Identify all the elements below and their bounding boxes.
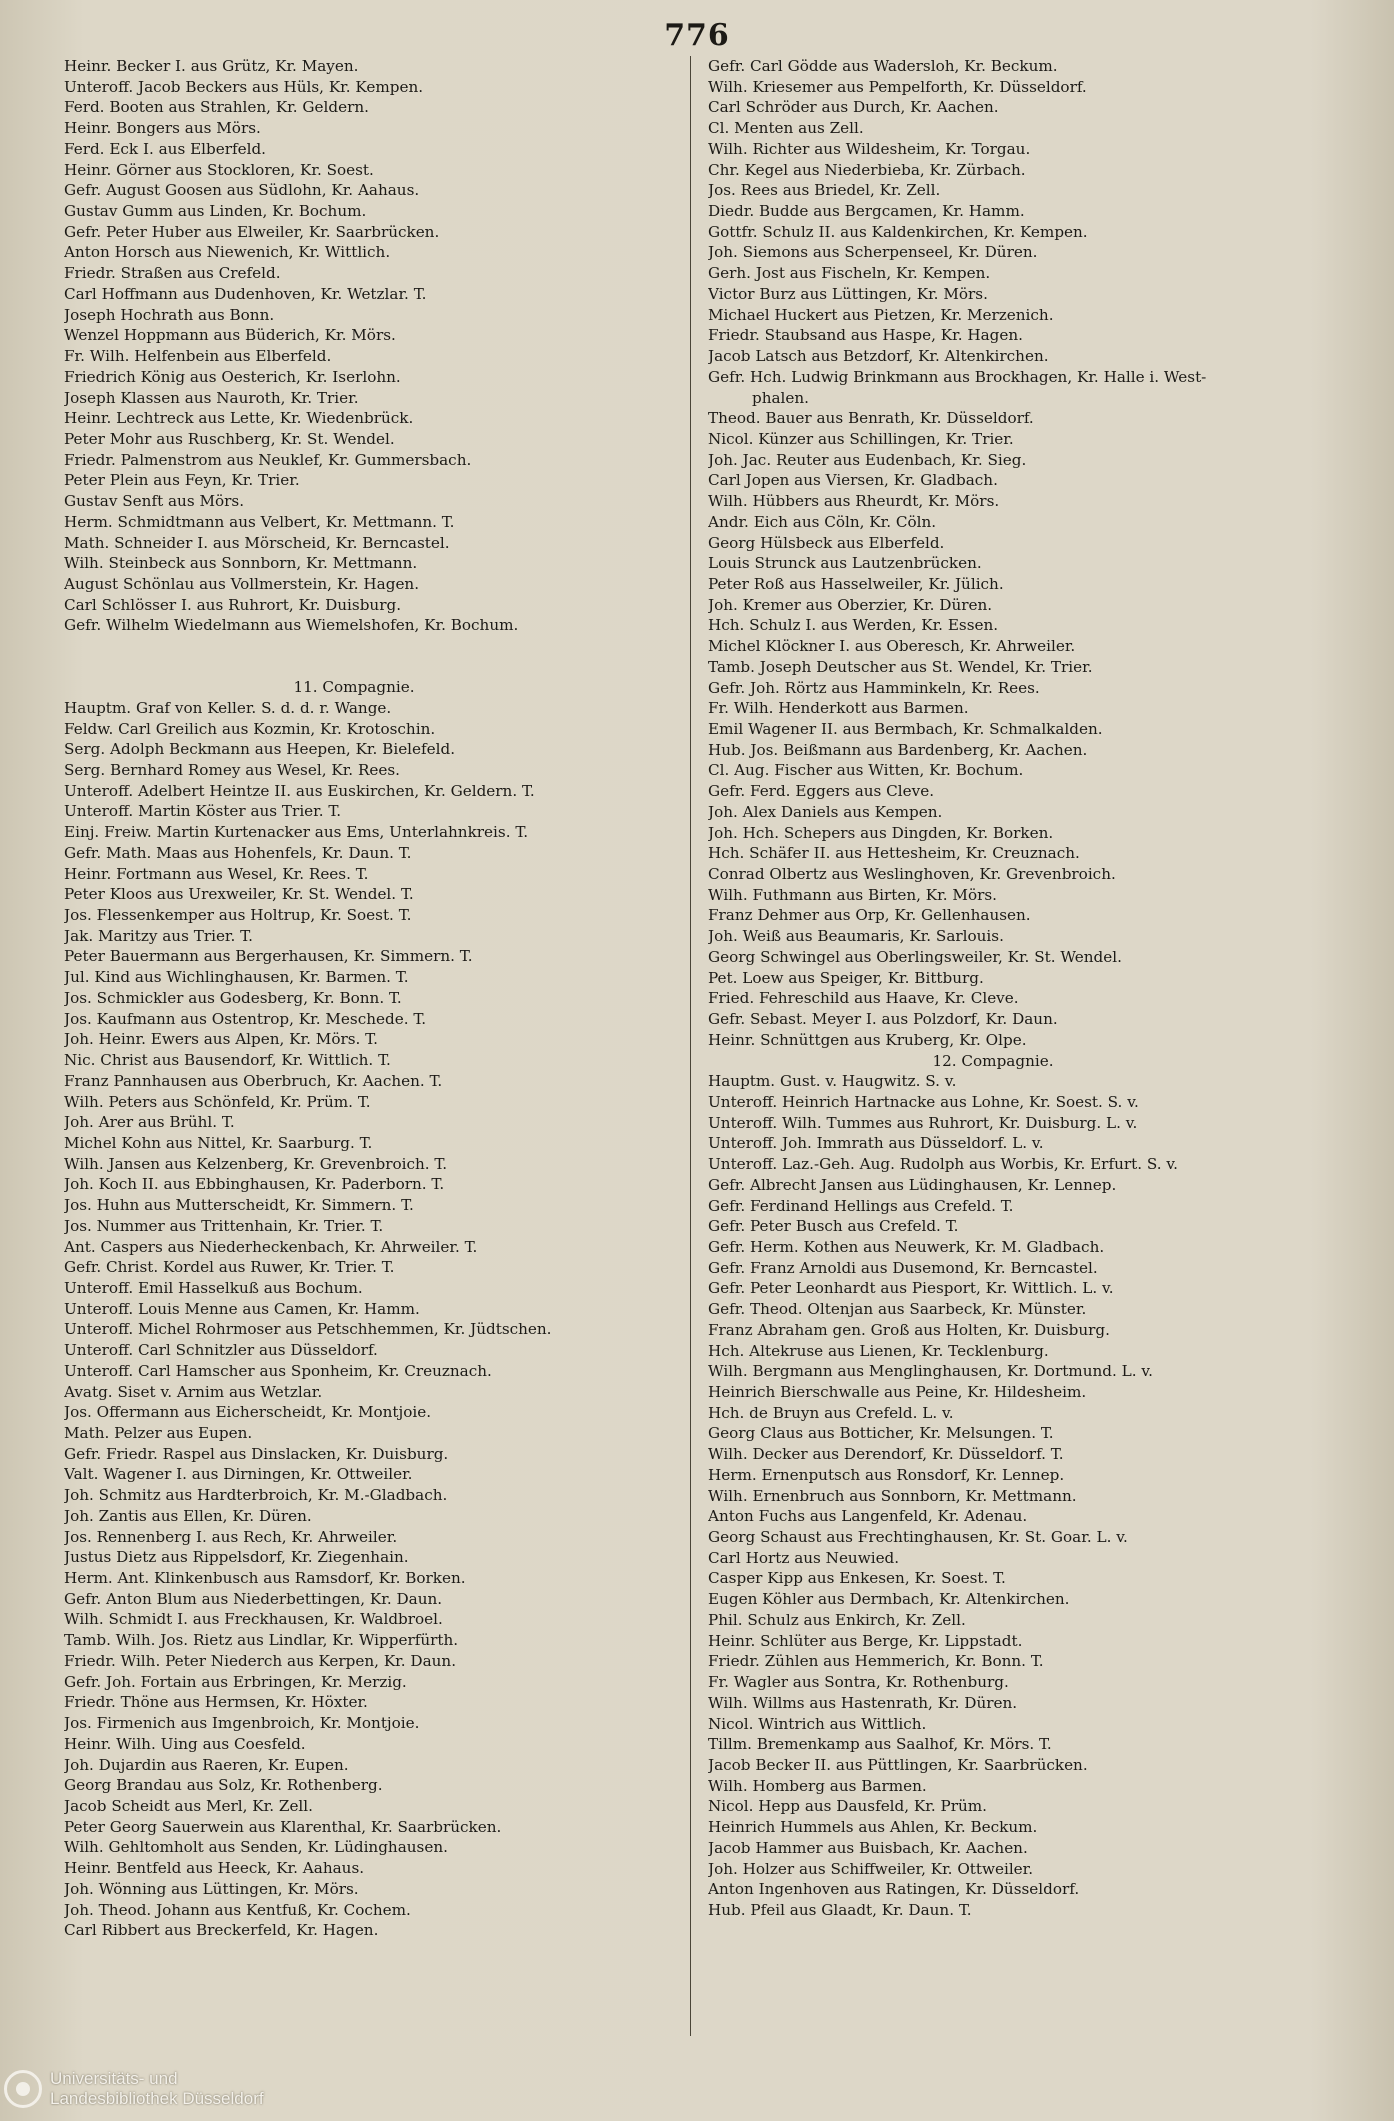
roster-entry: August Schönlau aus Vollmerstein, Kr. Hagen. — [64, 574, 420, 593]
roster-entry: Unteroff. Laz.-Geh. Aug. Rudolph aus Worbis, Kr. Erfurt. S. v. — [708, 1155, 1178, 1174]
roster-entry: Michel Klöckner I. aus Oberesch, Kr. Ahrweiler. — [708, 637, 1076, 656]
roster-entry: Tamb. Wilh. Jos. Rietz aus Lindlar, Kr. Wipperfürth. — [64, 1631, 459, 1650]
roster-entry: Anton Fuchs aus Langenfeld, Kr. Adenau. — [708, 1507, 1028, 1526]
roster-entry: Hch. Schäfer II. aus Hettesheim, Kr. Creuznach. — [708, 844, 1080, 863]
roster-entry: Carl Ribbert aus Breckerfeld, Kr. Hagen. — [64, 1921, 379, 1940]
roster-entry: Jos. Flessenkemper aus Holtrup, Kr. Soest. T. — [64, 906, 412, 925]
roster-entry: Wilh. Steinbeck aus Sonnborn, Kr. Mettmann. — [64, 554, 418, 573]
library-watermark — [4, 2063, 364, 2115]
roster-entry: Phil. Schulz aus Enkirch, Kr. Zell. — [708, 1610, 966, 1629]
roster-entry: Jacob Scheidt aus Merl, Kr. Zell. — [64, 1796, 313, 1815]
roster-entry: Unteroff. Carl Schnitzler aus Düsseldorf. — [64, 1341, 378, 1360]
roster-entry: Jos. Rennenberg I. aus Rech, Kr. Ahrweiler. — [64, 1527, 398, 1546]
roster-entry: Jos. Rees aus Briedel, Kr. Zell. — [708, 181, 941, 200]
roster-entry: Jos. Nummer aus Trittenhain, Kr. Trier. T. — [64, 1216, 384, 1235]
roster-entry: Unteroff. Wilh. Tummes aus Ruhrort, Kr. Duisburg. L. v. — [708, 1113, 1138, 1132]
roster-entry: Gefr. Albrecht Jansen aus Lüdinghausen, Kr. Lennep. — [708, 1175, 1117, 1194]
roster-entry: Conrad Olbertz aus Weslinghoven, Kr. Grevenbroich. — [708, 865, 1116, 884]
roster-entry: Friedr. Thöne aus Hermsen, Kr. Höxter. — [64, 1693, 368, 1712]
roster-entry: Serg. Bernhard Romey aus Wesel, Kr. Rees. — [64, 761, 400, 779]
roster-entry: Gefr. Christ. Kordel aus Ruwer, Kr. Trier. T. — [64, 1258, 395, 1277]
roster-entry: Carl Schlösser I. aus Ruhrort, Kr. Duisburg. — [64, 595, 402, 614]
roster-entry: Nic. Christ aus Bausendorf, Kr. Wittlich. T. — [64, 1051, 391, 1070]
page-number: 776 — [664, 18, 730, 53]
roster-entry: Michel Kohn aus Nittel, Kr. Saarburg. T. — [64, 1133, 373, 1152]
roster-entry: Gefr. Theod. Oltenjan aus Saarbeck, Kr. Münster. — [708, 1300, 1087, 1319]
roster-entry: Pet. Loew aus Speiger, Kr. Bittburg. — [708, 968, 984, 987]
roster-entry: Math. Schneider I. aus Mörscheid, Kr. Berncastel. — [64, 533, 450, 552]
roster-entry: Heinr. Bongers aus Mörs. — [64, 119, 261, 138]
roster-entry: Peter Mohr aus Ruschberg, Kr. St. Wendel. — [64, 429, 395, 448]
roster-entry: Wilh. Bergmann aus Menglinghausen, Kr. Dortmund. L. v. — [708, 1362, 1153, 1381]
right-column — [708, 56, 1348, 1921]
roster-entry: Heinr. Bentfeld aus Heeck, Kr. Aahaus. — [64, 1859, 365, 1878]
roster-entry: Joh. Wönning aus Lüttingen, Kr. Mörs. — [64, 1879, 359, 1898]
roster-entry: Joh. Weiß aus Beaumaris, Kr. Sarlouis. — [708, 927, 1004, 946]
section-heading: 11. Compagnie. — [293, 678, 415, 697]
roster-entry: Joseph Klassen aus Nauroth, Kr. Trier. — [64, 388, 359, 407]
roster-entry: Herm. Schmidtmann aus Velbert, Kr. Mettmann. T. — [64, 512, 455, 531]
roster-entry: Fried. Fehreschild aus Haave, Kr. Cleve. — [708, 989, 1019, 1008]
library-logo-icon — [4, 2070, 42, 2108]
roster-entry: Friedrich König aus Oesterich, Kr. Iserlohn. — [64, 367, 401, 386]
roster-entry: Unteroff. Carl Hamscher aus Sponheim, Kr. Creuznach. — [64, 1361, 492, 1380]
roster-entry: Einj. Freiw. Martin Kurtenacker aus Ems, Unterlahnkreis. T. — [64, 823, 529, 842]
roster-entry: Franz Dehmer aus Orp, Kr. Gellenhausen. — [708, 906, 1031, 925]
roster-entry: Victor Burz aus Lüttingen, Kr. Mörs. — [708, 284, 988, 303]
library-name-line: Landesbibliothek Düsseldorf — [50, 2089, 264, 2108]
roster-entry: Franz Pannhausen aus Oberbruch, Kr. Aachen. T. — [64, 1071, 443, 1090]
roster-entry: Heinr. Görner aus Stockloren, Kr. Soest. — [64, 160, 374, 179]
roster-entry: Wilh. Kriesemer aus Pempelforth, Kr. Düsseldorf. — [708, 77, 1087, 96]
roster-entry: Tillm. Bremenkamp aus Saalhof, Kr. Mörs. T. — [708, 1735, 1052, 1754]
roster-entry: Unteroff. Joh. Immrath aus Düsseldorf. L. v. — [708, 1134, 1044, 1153]
roster-entry: Joseph Hochrath aus Bonn. — [64, 305, 275, 324]
roster-entry: Diedr. Budde aus Bergcamen, Kr. Hamm. — [708, 202, 1025, 221]
roster-entry: Gefr. Peter Leonhardt aus Piesport, Kr. Wittlich. L. v. — [708, 1279, 1114, 1298]
roster-entry: Unteroff. Adelbert Heintze II. aus Euskirchen, Kr. Geldern. T. — [64, 781, 535, 800]
roster-entry: Wilh. Futhmann aus Birten, Kr. Mörs. — [708, 885, 997, 904]
roster-entry: Jos. Kaufmann aus Ostentrop, Kr. Meschede. T. — [64, 1009, 427, 1028]
roster-entry: Herm. Ernenputsch aus Ronsdorf, Kr. Lennep. — [708, 1465, 1065, 1484]
roster-entry: Gerh. Jost aus Fischeln, Kr. Kempen. — [708, 264, 991, 283]
roster-entry: Valt. Wagener I. aus Dirningen, Kr. Ottweiler. — [64, 1465, 413, 1484]
column-divider — [690, 56, 691, 2036]
roster-entry: Wilh. Decker aus Derendorf, Kr. Düsseldorf. T. — [708, 1445, 1064, 1464]
roster-entry: Wilh. Homberg aus Barmen. — [708, 1776, 927, 1795]
roster-entry: Peter Roß aus Hasselweiler, Kr. Jülich. — [708, 574, 1004, 593]
roster-entry: Joh. Siemons aus Scherpenseel, Kr. Düren. — [708, 243, 1038, 262]
roster-entry: Hch. Schulz I. aus Werden, Kr. Essen. — [708, 616, 999, 635]
roster-entry: Gefr. August Goosen aus Südlohn, Kr. Aahaus. — [64, 181, 420, 200]
roster-entry: Gefr. Ferdinand Hellings aus Crefeld. T. — [708, 1196, 1014, 1215]
roster-entry: Ferd. Booten aus Strahlen, Kr. Geldern. — [64, 98, 369, 117]
roster-list-11th-company — [64, 698, 704, 1941]
roster-entry: Georg Brandau aus Solz, Kr. Rothenberg. — [64, 1776, 383, 1795]
roster-entry: Peter Georg Sauerwein aus Klarenthal, Kr. Saarbrücken. — [64, 1817, 502, 1836]
roster-entry: Feldw. Carl Greilich aus Kozmin, Kr. Krotoschin. — [64, 719, 436, 738]
left-column — [64, 56, 704, 1941]
roster-entry: Hub. Jos. Beißmann aus Bardenberg, Kr. Aachen. — [708, 740, 1088, 759]
roster-entry-continuation: phalen. — [752, 388, 810, 407]
roster-entry: Peter Bauermann aus Bergerhausen, Kr. Simmern. T. — [64, 947, 473, 966]
roster-entry: Jacob Becker II. aus Püttlingen, Kr. Saarbrücken. — [708, 1755, 1088, 1774]
roster-entry: Joh. Kremer aus Oberzier, Kr. Düren. — [708, 595, 993, 614]
roster-entry: Georg Claus aus Botticher, Kr. Melsungen. T. — [708, 1424, 1054, 1443]
roster-entry: Cl. Aug. Fischer aus Witten, Kr. Bochum. — [708, 761, 1024, 780]
roster-entry: Friedr. Wilh. Peter Niederch aus Kerpen, Kr. Daun. — [64, 1651, 457, 1670]
roster-entry: Georg Schwingel aus Oberlingsweiler, Kr. St. Wendel. — [708, 947, 1122, 966]
roster-entry: Unteroff. Michel Rohrmoser aus Petschhemmen, Kr. Jüdtschen. — [64, 1320, 552, 1339]
roster-entry: Jos. Schmickler aus Godesberg, Kr. Bonn. T. — [64, 988, 402, 1007]
roster-entry: Michael Huckert aus Pietzen, Kr. Merzenich. — [708, 305, 1054, 324]
roster-list-top — [708, 56, 1348, 367]
roster-entry: Joh. Koch II. aus Ebbinghausen, Kr. Paderborn. T. — [64, 1175, 445, 1194]
roster-entry: Gefr. Ferd. Eggers aus Cleve. — [708, 782, 935, 801]
roster-entry: Heinr. Becker I. aus Grütz, Kr. Mayen. — [64, 57, 359, 75]
roster-entry: Heinr. Lechtreck aus Lette, Kr. Wiedenbrück. — [64, 409, 414, 428]
roster-entry: Wenzel Hoppmann aus Büderich, Kr. Mörs. — [64, 326, 396, 345]
roster-entry: Anton Horsch aus Niewenich, Kr. Wittlich. — [64, 243, 391, 262]
roster-entry: Peter Plein aus Feyn, Kr. Trier. — [64, 471, 300, 490]
roster-list-middle — [708, 408, 1348, 1050]
roster-entry: Justus Dietz aus Rippelsdorf, Kr. Ziegenhain. — [64, 1548, 409, 1567]
roster-entry: Joh. Heinr. Ewers aus Alpen, Kr. Mörs. T. — [64, 1030, 378, 1049]
section-heading: 12. Compagnie. — [932, 1051, 1054, 1070]
roster-entry: Ferd. Eck I. aus Elberfeld. — [64, 139, 266, 158]
roster-entry: Gefr. Franz Arnoldi aus Dusemond, Kr. Berncastel. — [708, 1258, 1098, 1277]
roster-entry: Joh. Arer aus Brühl. T. — [64, 1113, 235, 1132]
roster-entry: Gefr. Hch. Ludwig Brinkmann aus Brockhagen, Kr. Halle i. West- — [708, 367, 1207, 386]
roster-entry: Franz Abraham gen. Groß aus Holten, Kr. Duisburg. — [708, 1320, 1110, 1339]
roster-entry: Jacob Hammer aus Buisbach, Kr. Aachen. — [708, 1838, 1028, 1857]
roster-entry: Unteroff. Heinrich Hartnacke aus Lohne, Kr. Soest. S. v. — [708, 1092, 1139, 1111]
roster-entry: Emil Wagener II. aus Bermbach, Kr. Schmalkalden. — [708, 720, 1103, 738]
roster-entry: Carl Schröder aus Durch, Kr. Aachen. — [708, 98, 999, 117]
roster-entry: Hauptm. Graf von Keller. S. d. d. r. Wange. — [64, 698, 392, 717]
roster-entry: Tamb. Joseph Deutscher aus St. Wendel, Kr. Trier. — [708, 657, 1093, 676]
roster-entry: Ant. Caspers aus Niederheckenbach, Kr. Ahrweiler. T. — [64, 1237, 478, 1256]
roster-entry: Joh. Schmitz aus Hardterbroich, Kr. M.-Gladbach. — [64, 1486, 448, 1505]
roster-entry: Georg Hülsbeck aus Elberfeld. — [708, 533, 945, 552]
roster-entry: Friedr. Straßen aus Crefeld. — [64, 264, 281, 283]
roster-entry: Joh. Dujardin aus Raeren, Kr. Eupen. — [64, 1755, 349, 1774]
roster-entry: Gustav Gumm aus Linden, Kr. Bochum. — [64, 202, 367, 221]
roster-entry: Anton Ingenhoven aus Ratingen, Kr. Düsseldorf. — [708, 1880, 1080, 1899]
roster-entry: Nicol. Hepp aus Dausfeld, Kr. Prüm. — [708, 1797, 988, 1816]
roster-entry: Heinrich Bierschwalle aus Peine, Kr. Hildesheim. — [708, 1383, 1087, 1401]
roster-entry: Friedr. Palmenstrom aus Neuklef, Kr. Gummersbach. — [64, 450, 472, 469]
roster-entry: Avatg. Siset v. Arnim aus Wetzlar. — [64, 1382, 323, 1401]
roster-entry: Casper Kipp aus Enkesen, Kr. Soest. T. — [708, 1569, 1006, 1588]
roster-entry: Chr. Kegel aus Niederbieba, Kr. Zürbach. — [708, 160, 1026, 179]
roster-entry: Jak. Maritzy aus Trier. T. — [64, 926, 253, 945]
roster-entry: Heinrich Hummels aus Ahlen, Kr. Beckum. — [708, 1818, 1038, 1837]
roster-entry: Unteroff. Jacob Beckers aus Hüls, Kr. Kempen. — [64, 77, 424, 96]
roster-entry: Nicol. Künzer aus Schillingen, Kr. Trier. — [708, 429, 1014, 448]
roster-entry: Gottfr. Schulz II. aus Kaldenkirchen, Kr. Kempen. — [708, 222, 1088, 241]
section-gap — [64, 636, 704, 677]
roster-entry: Gustav Senft aus Mörs. — [64, 492, 245, 511]
roster-entry: Heinr. Schnüttgen aus Kruberg, Kr. Olpe. — [708, 1030, 1027, 1049]
roster-entry: Wilh. Willms aus Hastenrath, Kr. Düren. — [708, 1693, 1018, 1712]
roster-entry: Jos. Huhn aus Mutterscheidt, Kr. Simmern. T. — [64, 1196, 414, 1215]
roster-entry: Gefr. Friedr. Raspel aus Dinslacken, Kr. Duisburg. — [64, 1444, 449, 1463]
roster-entry: Gefr. Math. Maas aus Hohenfels, Kr. Daun. T. — [64, 843, 412, 862]
roster-entry: Gefr. Herm. Kothen aus Neuwerk, Kr. M. Gladbach. — [708, 1237, 1105, 1256]
roster-entry: Gefr. Carl Gödde aus Wadersloh, Kr. Beckum. — [708, 57, 1058, 75]
roster-entry: Georg Schaust aus Frechtinghausen, Kr. St. Goar. L. v. — [708, 1528, 1128, 1547]
roster-list-top — [64, 56, 704, 636]
roster-entry: Eugen Köhler aus Dermbach, Kr. Altenkirchen. — [708, 1590, 1070, 1609]
roster-entry: Gefr. Sebast. Meyer I. aus Polzdorf, Kr. Daun. — [708, 1010, 1058, 1029]
roster-entry: Cl. Menten aus Zell. — [708, 119, 864, 138]
roster-entry: Gefr. Peter Busch aus Crefeld. T. — [708, 1217, 959, 1236]
roster-entry: Wilh. Jansen aus Kelzenberg, Kr. Grevenbroich. T. — [64, 1154, 448, 1173]
roster-entry: Wilh. Peters aus Schönfeld, Kr. Prüm. T. — [64, 1092, 371, 1111]
roster-entry: Joh. Zantis aus Ellen, Kr. Düren. — [64, 1506, 312, 1525]
roster-entry: Hch. Altekruse aus Lienen, Kr. Tecklenburg. — [708, 1341, 1049, 1360]
roster-entry: Fr. Wagler aus Sontra, Kr. Rothenburg. — [708, 1673, 1009, 1692]
roster-entry: Wilh. Gehltomholt aus Senden, Kr. Lüdinghausen. — [64, 1838, 448, 1857]
roster-entry: Herm. Ant. Klinkenbusch aus Ramsdorf, Kr. Borken. — [64, 1569, 466, 1588]
roster-entry: Joh. Theod. Johann aus Kentfuß, Kr. Cochem. — [64, 1900, 411, 1919]
roster-entry: Gefr. Peter Huber aus Elweiler, Kr. Saarbrücken. — [64, 222, 440, 241]
library-name — [50, 2069, 264, 2109]
roster-entry: Unteroff. Emil Hasselkuß aus Bochum. — [64, 1278, 363, 1297]
roster-entry: Joh. Jac. Reuter aus Eudenbach, Kr. Sieg. — [708, 450, 1027, 469]
roster-entry: Jacob Latsch aus Betzdorf, Kr. Altenkirchen. — [708, 347, 1049, 366]
roster-entry: Louis Strunck aus Lautzenbrücken. — [708, 554, 982, 573]
roster-entry: Friedr. Staubsand aus Haspe, Kr. Hagen. — [708, 326, 1023, 345]
roster-entry: Wilh. Schmidt I. aus Freckhausen, Kr. Waldbroel. — [64, 1610, 443, 1629]
roster-entry: Joh. Alex Daniels aus Kempen. — [708, 802, 943, 821]
roster-entry: Joh. Holzer aus Schiffweiler, Kr. Ottweiler. — [708, 1859, 1034, 1878]
roster-entry: Friedr. Zühlen aus Hemmerich, Kr. Bonn. T. — [708, 1652, 1044, 1671]
roster-entry: Fr. Wilh. Henderkott aus Barmen. — [708, 699, 969, 718]
roster-entry: Unteroff. Martin Köster aus Trier. T. — [64, 802, 342, 821]
roster-entry: Unteroff. Louis Menne aus Camen, Kr. Hamm. — [64, 1299, 420, 1318]
roster-entry: Carl Jopen aus Viersen, Kr. Gladbach. — [708, 471, 998, 490]
roster-entry: Hub. Pfeil aus Glaadt, Kr. Daun. T. — [708, 1900, 972, 1919]
roster-entry: Hch. de Bruyn aus Crefeld. L. v. — [708, 1403, 954, 1422]
roster-entry: Serg. Adolph Beckmann aus Heepen, Kr. Bielefeld. — [64, 740, 456, 759]
roster-entry: Wilh. Richter aus Wildesheim, Kr. Torgau. — [708, 139, 1031, 158]
library-name-line: Universitäts- und — [50, 2069, 178, 2088]
roster-entry: Gefr. Joh. Fortain aus Erbringen, Kr. Merzig. — [64, 1672, 407, 1691]
roster-entry: Theod. Bauer aus Benrath, Kr. Düsseldorf. — [708, 409, 1034, 428]
roster-entry: Joh. Hch. Schepers aus Dingden, Kr. Borken. — [708, 823, 1054, 842]
roster-entry: Heinr. Fortmann aus Wesel, Kr. Rees. T. — [64, 864, 369, 883]
roster-entry: Hauptm. Gust. v. Haugwitz. S. v. — [708, 1072, 957, 1091]
roster-entry: Math. Pelzer aus Eupen. — [64, 1424, 253, 1442]
roster-entry: Gefr. Wilhelm Wiedelmann aus Wiemelshofen, Kr. Bochum. — [64, 616, 519, 635]
roster-entry: Fr. Wilh. Helfenbein aus Elberfeld. — [64, 347, 332, 366]
roster-entry: Heinr. Wilh. Uing aus Coesfeld. — [64, 1734, 306, 1753]
roster-entry: Carl Hoffmann aus Dudenhoven, Kr. Wetzlar. T. — [64, 284, 427, 303]
roster-entry: Jul. Kind aus Wichlinghausen, Kr. Barmen. T. — [64, 968, 409, 987]
roster-entry: Carl Hortz aus Neuwied. — [708, 1548, 900, 1567]
roster-entry: Heinr. Schlüter aus Berge, Kr. Lippstadt. — [708, 1631, 1023, 1650]
roster-entry: Peter Kloos aus Urexweiler, Kr. St. Wendel. T. — [64, 885, 414, 904]
roster-entry: Gefr. Joh. Rörtz aus Hamminkeln, Kr. Rees. — [708, 678, 1040, 697]
roster-list-12th-company — [708, 1071, 1348, 1920]
roster-entry: Jos. Offermann aus Eicherscheidt, Kr. Montjoie. — [64, 1403, 432, 1422]
roster-entry: Wilh. Hübbers aus Rheurdt, Kr. Mörs. — [708, 492, 1000, 511]
roster-entry: Gefr. Anton Blum aus Niederbettingen, Kr. Daun. — [64, 1589, 443, 1608]
roster-entry: Andr. Eich aus Cöln, Kr. Cöln. — [708, 512, 937, 531]
roster-entry: Nicol. Wintrich aus Wittlich. — [708, 1714, 927, 1733]
roster-entry: Jos. Firmenich aus Imgenbroich, Kr. Montjoie. — [64, 1714, 420, 1733]
roster-entry: Wilh. Ernenbruch aus Sonnborn, Kr. Mettmann. — [708, 1486, 1077, 1505]
